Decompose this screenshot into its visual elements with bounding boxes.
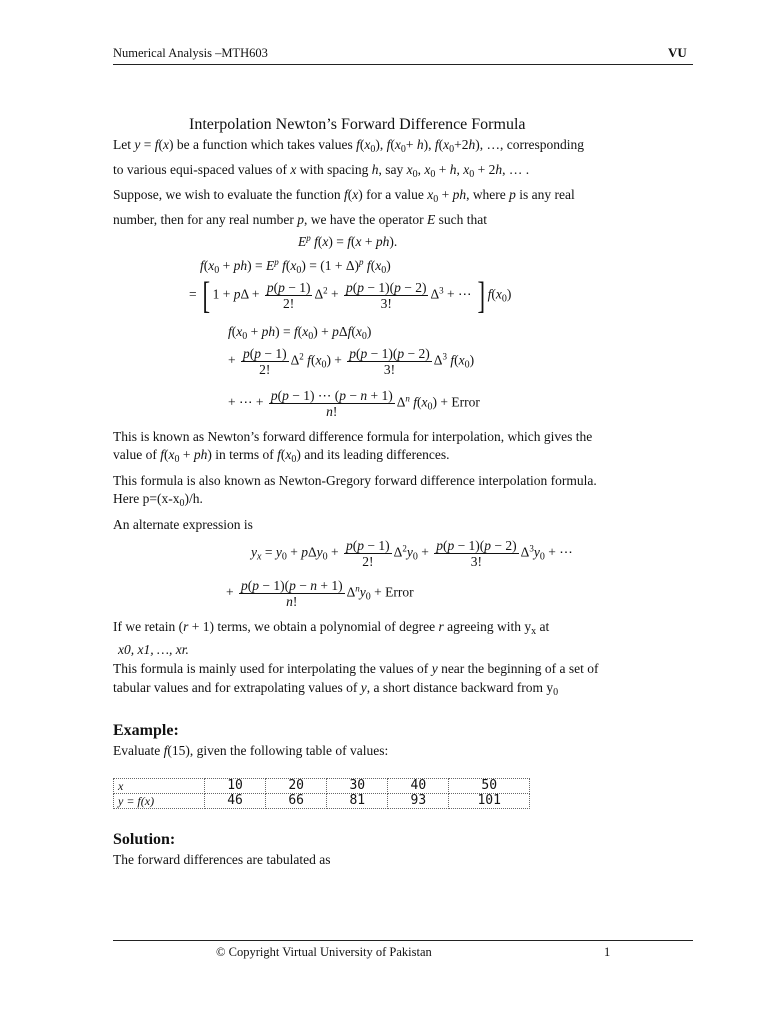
- para2-line2: number, then for any real number p, we have the operator E such that: [113, 212, 487, 227]
- equation-line1: $f(x_0 + ph) = E^p$ $f(x_0) = (1 + \Delta)^p$ $f(x_0)$: [200, 257, 391, 276]
- para1-line1: Let y = f(x) be a function which takes values $f(x_0)$, $f(x_0+ h)$, $f(x_0+2h)$, …, corresponding: [113, 137, 584, 155]
- table-cell: 10: [205, 779, 266, 794]
- table-cell: 20: [266, 779, 327, 794]
- section-title: Interpolation Newton’s Forward Difference Formula: [189, 116, 526, 133]
- para4-line2: Here $p=(x-x_0)/h$.: [113, 491, 203, 509]
- table-cell: 93: [388, 794, 449, 809]
- table-row: [114, 794, 530, 809]
- row-label-x: x: [114, 779, 205, 794]
- document-header-course: Numerical Analysis –MTH603: [113, 46, 268, 60]
- page-number: 1: [604, 945, 611, 959]
- table-cell: 40: [388, 779, 449, 794]
- para7-line1: This formula is mainly used for interpolating the values of y near the beginning of a set of: [113, 661, 599, 676]
- equation-line4: + $\frac{p(p - 1)}{2!}$ $\Delta^2$ $f(x_0)$ + $\frac{p(p - 1)(p - 2)}{3!}$ $\Delta^3$ $f(x_0)$: [228, 346, 475, 377]
- table-cell: 81: [327, 794, 388, 809]
- table-cell: 101: [449, 794, 530, 809]
- operator-equation: $E^p$ f(x) = f(x + ph).: [298, 233, 398, 249]
- para6-line2: x0, x1, …, xr.: [118, 642, 189, 657]
- values-table: [113, 778, 530, 809]
- example-heading: Example:: [113, 722, 179, 739]
- footer-copyright: © Copyright Virtual University of Pakistan: [216, 945, 432, 959]
- table-cell: 30: [327, 779, 388, 794]
- table-cell: 46: [205, 794, 266, 809]
- example-text: Evaluate f(15), given the following table of values:: [113, 743, 389, 758]
- vu-logo: VU: [668, 45, 687, 60]
- row-label-y: y = f(x): [114, 794, 205, 809]
- equation-line2: = [ 1 + pΔ + $\frac{p(p - 1)}{2!}$ $\Delta^2$ + $\frac{p(p - 1)(p - 2)}{3!}$ $\Delta^3$ + ⋯ ] $f(x_0)$: [189, 274, 512, 317]
- alt-equation-line2: + $\frac{p(p - 1)(p - n + 1)}{n!}$ $\Delta^ny_0$ + Error: [226, 578, 414, 609]
- alt-equation-line1: $y_x = y_0 + p\Delta y_0$ + $\frac{p(p - 1)}{2!}$ $\Delta^2y_0$ + $\frac{p(p - 1)(p - 2)}{3!}$ $\Delta^3y_0$ + ⋯: [251, 538, 573, 569]
- solution-text: The forward differences are tabulated as: [113, 852, 331, 867]
- equation-line3: $f(x_0 + ph) = f(x_0) + p\Delta f(x_0)$: [228, 324, 372, 342]
- para1-line2: to various equi-spaced values of x with spacing h, say $x_0$, $x_0 + h$, $x_0 + 2h$, … .: [113, 162, 530, 180]
- equation-line5: + ⋯ + $\frac{p(p - 1) \cdots (p - n + 1)}{n!}$ $\Delta^n$ $f(x_0)$ + Error: [228, 388, 480, 419]
- para3-line1: This is known as Newton’s forward difference formula for interpolation, which gives the: [113, 429, 593, 444]
- para6-line1: If we retain (r + 1) terms, we obtain a polynomial of degree r agreeing with $y_x$ at: [113, 619, 550, 637]
- para3-line2: value of $f(x_0 + ph)$ in terms of $f(x_0)$ and its leading differences.: [113, 447, 450, 465]
- table-cell: 50: [449, 779, 530, 794]
- para5: An alternate expression is: [113, 517, 253, 532]
- solution-heading: Solution:: [113, 831, 176, 848]
- para4-line1: This formula is also known as Newton-Gregory forward difference interpolation formula.: [113, 473, 597, 488]
- footer-rule: [113, 940, 693, 941]
- header-rule: [113, 64, 693, 65]
- table-row: [114, 779, 530, 794]
- table-cell: 66: [266, 794, 327, 809]
- para7-line2: tabular values and for extrapolating values of y, a short distance backward from $y_0$: [113, 680, 559, 698]
- para2-line1: Suppose, we wish to evaluate the function f(x) for a value $x_0$ + ph, where p is any real: [113, 187, 575, 205]
